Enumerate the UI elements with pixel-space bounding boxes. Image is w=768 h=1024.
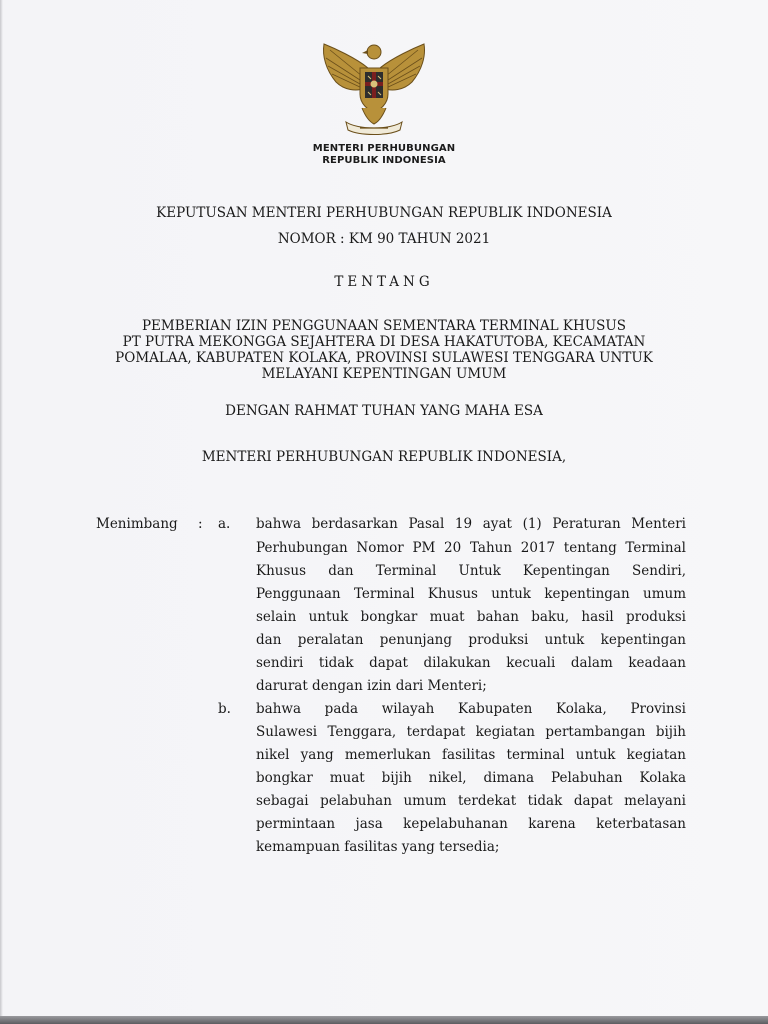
item-a-line-1: bahwa berdasarkan Pasal 19 ayat (1) Peraturan Menteri	[256, 516, 686, 532]
item-b-line-1: bahwa pada wilayah Kabupaten Kolaka, Provinsi	[256, 701, 686, 717]
subject-line-3: POMALAA, KABUPATEN KOLAKA, PROVINSI SULAWESI TENGGARA UNTUK	[115, 350, 653, 366]
garuda-emblem	[316, 38, 432, 138]
item-b-line-5: sebagai pelabuhan umum terdekat tidak dapat melayani	[256, 793, 686, 809]
item-a-line-5: selain untuk bongkar muat bahan baku, hasil produksi	[256, 609, 686, 625]
letterhead-line-2: REPUBLIK INDONESIA	[322, 155, 446, 166]
considering-colon: :	[198, 516, 203, 532]
item-a-line-6: dan peralatan penunjang produksi untuk kepentingan	[256, 632, 686, 648]
item-b-line-4: bongkar muat bijih nikel, dimana Pelabuhan Kolaka	[256, 770, 686, 786]
letterhead-line-1: MENTERI PERHUBUNGAN	[312, 143, 456, 154]
subject-line-2: PT PUTRA MEKONGGA SEJAHTERA DI DESA HAKATUTOBA, KECAMATAN	[122, 334, 646, 350]
item-a-line-7: sendiri tidak dapat dilakukan kecuali dalam keadaan	[256, 655, 686, 671]
decree-title: KEPUTUSAN MENTERI PERHUBUNGAN REPUBLIK INDONESIA	[156, 205, 612, 221]
item-b-marker: b.	[218, 701, 231, 717]
item-a-line-4: Penggunaan Terminal Khusus untuk kepentingan umum	[256, 586, 686, 602]
decree-number: NOMOR : KM 90 TAHUN 2021	[277, 231, 491, 247]
subject-line-4: MELAYANI KEPENTINGAN UMUM	[261, 366, 507, 382]
tentang-heading: TENTANG	[334, 274, 434, 290]
item-a-line-2: Perhubungan Nomor PM 20 Tahun 2017 tentang Terminal	[256, 540, 686, 556]
subject-line-1: PEMBERIAN IZIN PENGGUNAAN SEMENTARA TERMINAL KHUSUS	[141, 318, 627, 334]
item-b-line-3: nikel yang memerlukan fasilitas terminal untuk kegiatan	[256, 747, 686, 763]
item-b-line-6: permintaan jasa kepelabuhanan karena keterbatasan	[256, 816, 686, 832]
considering-label: Menimbang	[96, 516, 178, 532]
issuer-line: MENTERI PERHUBUNGAN REPUBLIK INDONESIA,	[201, 449, 567, 465]
invocation: DENGAN RAHMAT TUHAN YANG MAHA ESA	[225, 403, 543, 419]
item-a-line-3: Khusus dan Terminal Untuk Kepentingan Sendiri,	[256, 563, 686, 579]
item-b-line-2: Sulawesi Tenggara, terdapat kegiatan pertambangan bijih	[256, 724, 686, 740]
item-a-line-8: darurat dengan izin dari Menteri;	[256, 678, 487, 694]
item-b-line-7: kemampuan fasilitas yang tersedia;	[256, 839, 500, 855]
scan-bottom-edge	[0, 1016, 768, 1024]
item-a-marker: a.	[218, 516, 231, 532]
